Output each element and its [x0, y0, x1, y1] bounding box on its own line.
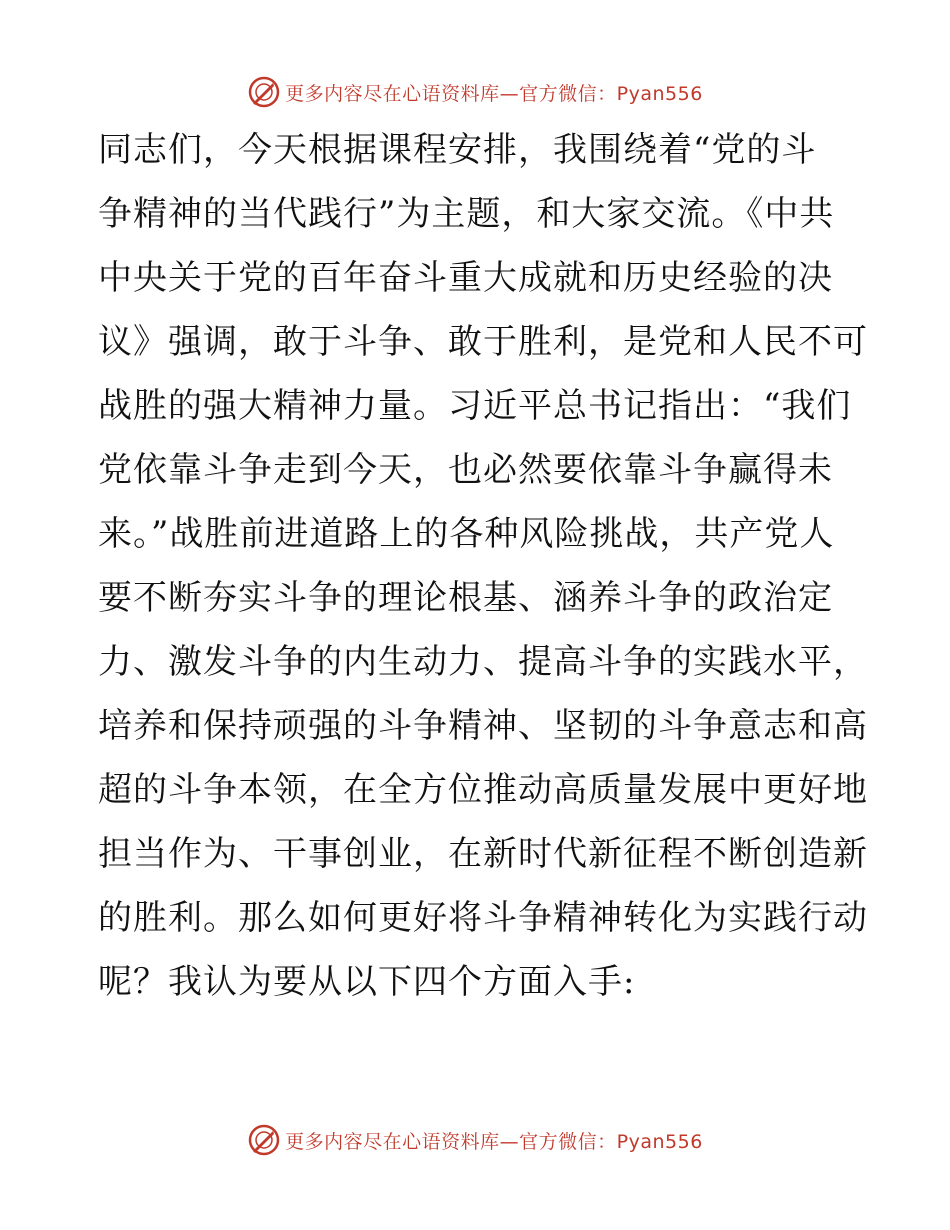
- footer-banner-text: 更多内容尽在心语资料库—官方微信：Pyan556: [285, 1130, 703, 1153]
- text-line: 同志们，今天根据课程安排，我围绕着“党的斗: [98, 130, 817, 170]
- text-line: 战胜的强大精神力量。习近平总书记指出：“我们: [98, 386, 852, 426]
- header-banner-text: 更多内容尽在心语资料库—官方微信：Pyan556: [285, 82, 703, 105]
- document-body: [98, 118, 868, 1014]
- text-line: 超的斗争本领，在全方位推动高质量发展中更好地: [98, 770, 868, 810]
- text-line: 培养和保持顽强的斗争精神、坚韧的斗争意志和高: [98, 706, 868, 746]
- text-line: 的胜利。那么如何更好将斗争精神转化为实践行动: [98, 898, 868, 938]
- text-line: 议》强调，敢于斗争、敢于胜利，是党和人民不可: [98, 322, 868, 362]
- text-line: 担当作为、干事创业，在新时代新征程不断创造新: [98, 834, 868, 874]
- text-line: 党依靠斗争走到今天，也必然要依靠斗争赢得未: [98, 450, 833, 490]
- header-banner: [0, 72, 950, 112]
- footer-banner: [0, 1120, 950, 1160]
- text-line: 要不断夯实斗争的理论根基、涵养斗争的政治定: [98, 578, 833, 618]
- text-line: 中央关于党的百年奋斗重大成就和历史经验的决: [98, 258, 833, 298]
- text-line: 争精神的当代践行”为主题，和大家交流。《中共: [98, 194, 835, 234]
- text-line: 来。”战胜前进道路上的各种风险挑战，共产党人: [98, 514, 835, 554]
- text-line: 呢？我认为要从以下四个方面入手:: [98, 962, 636, 1002]
- pen-circle-logo-icon: [247, 1123, 281, 1157]
- pen-circle-logo-icon: [247, 75, 281, 109]
- text-line: 力、激发斗争的内生动力、提高斗争的实践水平，: [98, 642, 868, 682]
